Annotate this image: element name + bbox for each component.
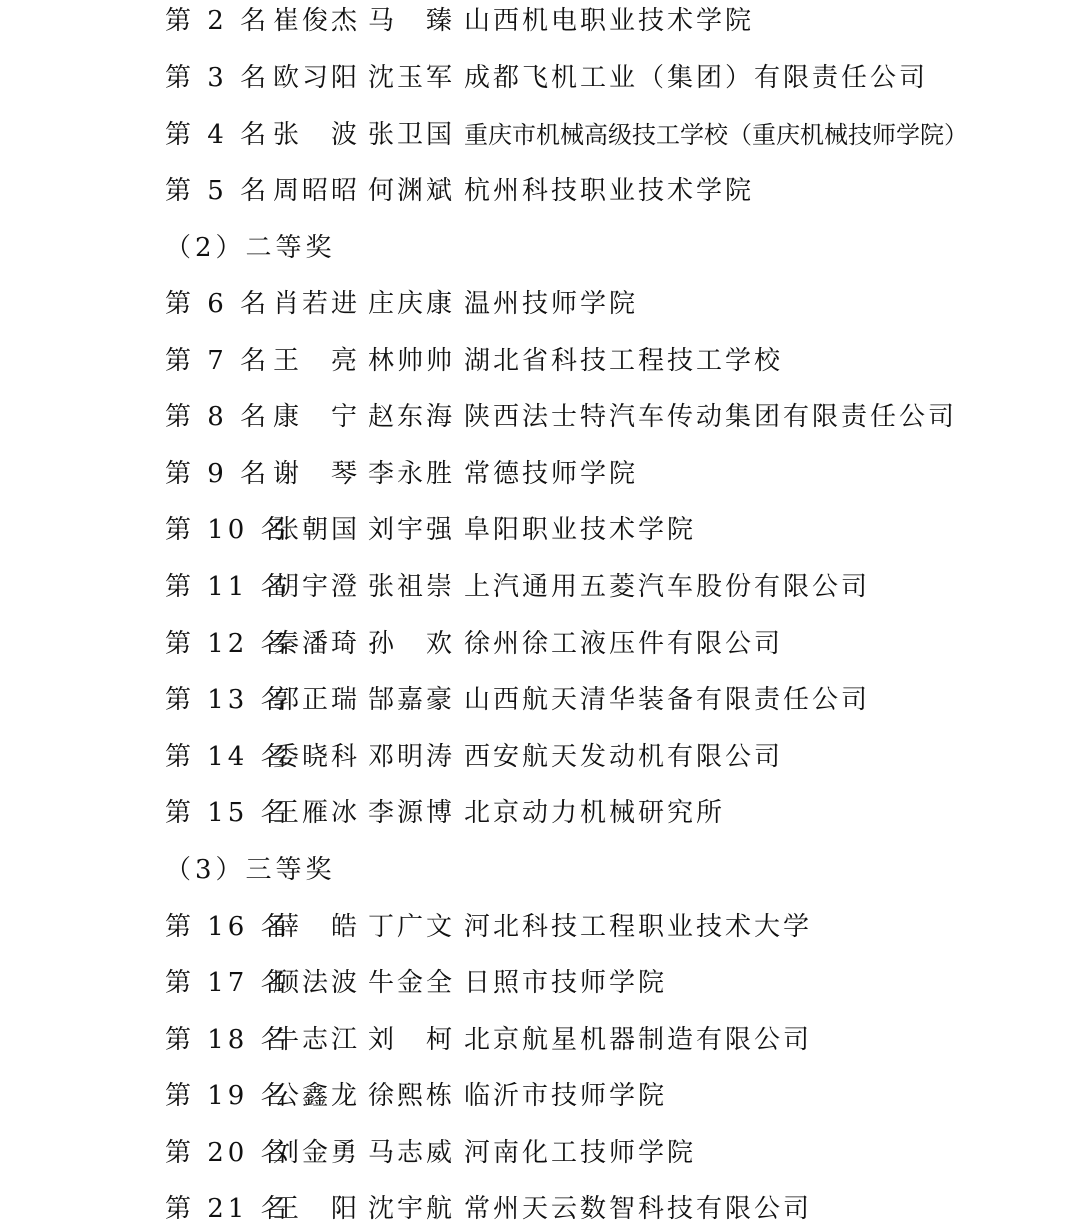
contestant-name: 薛 皓: [273, 912, 361, 942]
rank-label: 第 20 名: [165, 1138, 291, 1168]
coach-name: 李永胜: [368, 459, 456, 489]
coach-name: 丁广文: [368, 912, 456, 942]
organization-name: 日照市技师学院: [464, 968, 668, 998]
organization-name: 常州天云数智科技有限公司: [464, 1194, 813, 1224]
contestant-name: 张朝国: [273, 515, 361, 545]
contestant-name: 胡宇澄: [273, 572, 361, 602]
coach-name: 刘宇强: [368, 515, 456, 545]
organization-name: 湖北省科技工程技工学校: [464, 346, 784, 376]
rank-label: 第 17 名: [165, 968, 291, 998]
organization-name: 成都飞机工业（集团）有限责任公司: [464, 63, 929, 93]
organization-name: 杭州科技职业技术学院: [464, 176, 755, 206]
organization-name: 临沂市技师学院: [464, 1081, 668, 1111]
coach-name: 何渊斌: [368, 176, 456, 206]
coach-name: 马志威: [368, 1138, 456, 1168]
coach-name: 邓明涛: [368, 742, 456, 772]
coach-name: 李源博: [368, 798, 456, 828]
rank-label: 第 14 名: [165, 742, 291, 772]
coach-name: 林帅帅: [368, 346, 456, 376]
contestant-name: 谢 琴: [273, 459, 361, 489]
organization-name: 常德技师学院: [464, 459, 639, 489]
contestant-name: 张 波: [273, 120, 361, 150]
organization-name: 北京动力机械研究所: [464, 798, 726, 828]
coach-name: 沈宇航: [368, 1194, 456, 1224]
rank-label: 第 3 名: [165, 63, 271, 93]
organization-name: 陕西法士特汽车传动集团有限责任公司: [464, 402, 958, 432]
contestant-name: 委晓科: [273, 742, 361, 772]
rank-label: 第 11 名: [165, 572, 291, 602]
coach-name: 庄庆康: [368, 289, 456, 319]
coach-name: 郜嘉豪: [368, 685, 456, 715]
rank-label: 第 12 名: [165, 629, 291, 659]
coach-name: 张卫国: [368, 120, 456, 150]
coach-name: 马 臻: [368, 6, 456, 36]
organization-name: 河北科技工程职业技术大学: [464, 912, 813, 942]
rank-label: 第 10 名: [165, 515, 291, 545]
organization-name: 温州技师学院: [464, 289, 639, 319]
coach-name: 孙 欢: [368, 629, 456, 659]
rank-label: 第 6 名: [165, 289, 271, 319]
contestant-name: 王雁冰: [273, 798, 361, 828]
organization-name: 西安航天发动机有限公司: [464, 742, 784, 772]
contestant-name: 顾法波: [273, 968, 361, 998]
contestant-name: 公鑫龙: [273, 1081, 361, 1111]
rank-label: 第 18 名: [165, 1025, 291, 1055]
rank-label: 第 21 名: [165, 1194, 291, 1224]
contestant-name: 王 亮: [273, 346, 361, 376]
contestant-name: 郭正瑞: [273, 685, 361, 715]
contestant-name: 康 宁: [273, 402, 361, 432]
organization-name: 徐州徐工液压件有限公司: [464, 629, 784, 659]
coach-name: 刘 柯: [368, 1025, 456, 1055]
contestant-name: 牛志江: [273, 1025, 361, 1055]
organization-name: 山西机电职业技术学院: [464, 6, 755, 36]
rank-label: 第 13 名: [165, 685, 291, 715]
rank-label: 第 2 名: [165, 6, 271, 36]
contestant-name: 王 阳: [273, 1194, 361, 1224]
organization-name: 河南化工技师学院: [464, 1138, 697, 1168]
organization-name: 上汽通用五菱汽车股份有限公司: [464, 572, 871, 602]
coach-name: 赵东海: [368, 402, 456, 432]
contestant-name: 欧习阳: [273, 63, 361, 93]
coach-name: 牛金全: [368, 968, 456, 998]
coach-name: 张祖崇: [368, 572, 456, 602]
section-heading-third-prize: （3）三等奖: [165, 855, 336, 885]
contestant-name: 肖若进: [273, 289, 361, 319]
rank-label: 第 15 名: [165, 798, 291, 828]
contestant-name: 周昭昭: [273, 176, 361, 206]
organization-name: 山西航天清华装备有限责任公司: [464, 685, 871, 715]
contestant-name: 秦潘琦: [273, 629, 361, 659]
organization-name: 阜阳职业技术学院: [464, 515, 697, 545]
rank-label: 第 7 名: [165, 346, 271, 376]
rank-label: 第 8 名: [165, 402, 271, 432]
coach-name: 徐熙栋: [368, 1081, 456, 1111]
rank-label: 第 4 名: [165, 120, 271, 150]
rank-label: 第 9 名: [165, 459, 271, 489]
coach-name: 沈玉军: [368, 63, 456, 93]
rank-label: 第 16 名: [165, 912, 291, 942]
rank-label: 第 19 名: [165, 1081, 291, 1111]
organization-name: 北京航星机器制造有限公司: [464, 1025, 813, 1055]
section-heading-second-prize: （2）二等奖: [165, 233, 336, 263]
contestant-name: 崔俊杰: [273, 6, 361, 36]
organization-name: 重庆市机械高级技工学校（重庆机械技师学院）: [464, 121, 968, 149]
contestant-name: 刘金勇: [273, 1138, 361, 1168]
rank-label: 第 5 名: [165, 176, 271, 206]
